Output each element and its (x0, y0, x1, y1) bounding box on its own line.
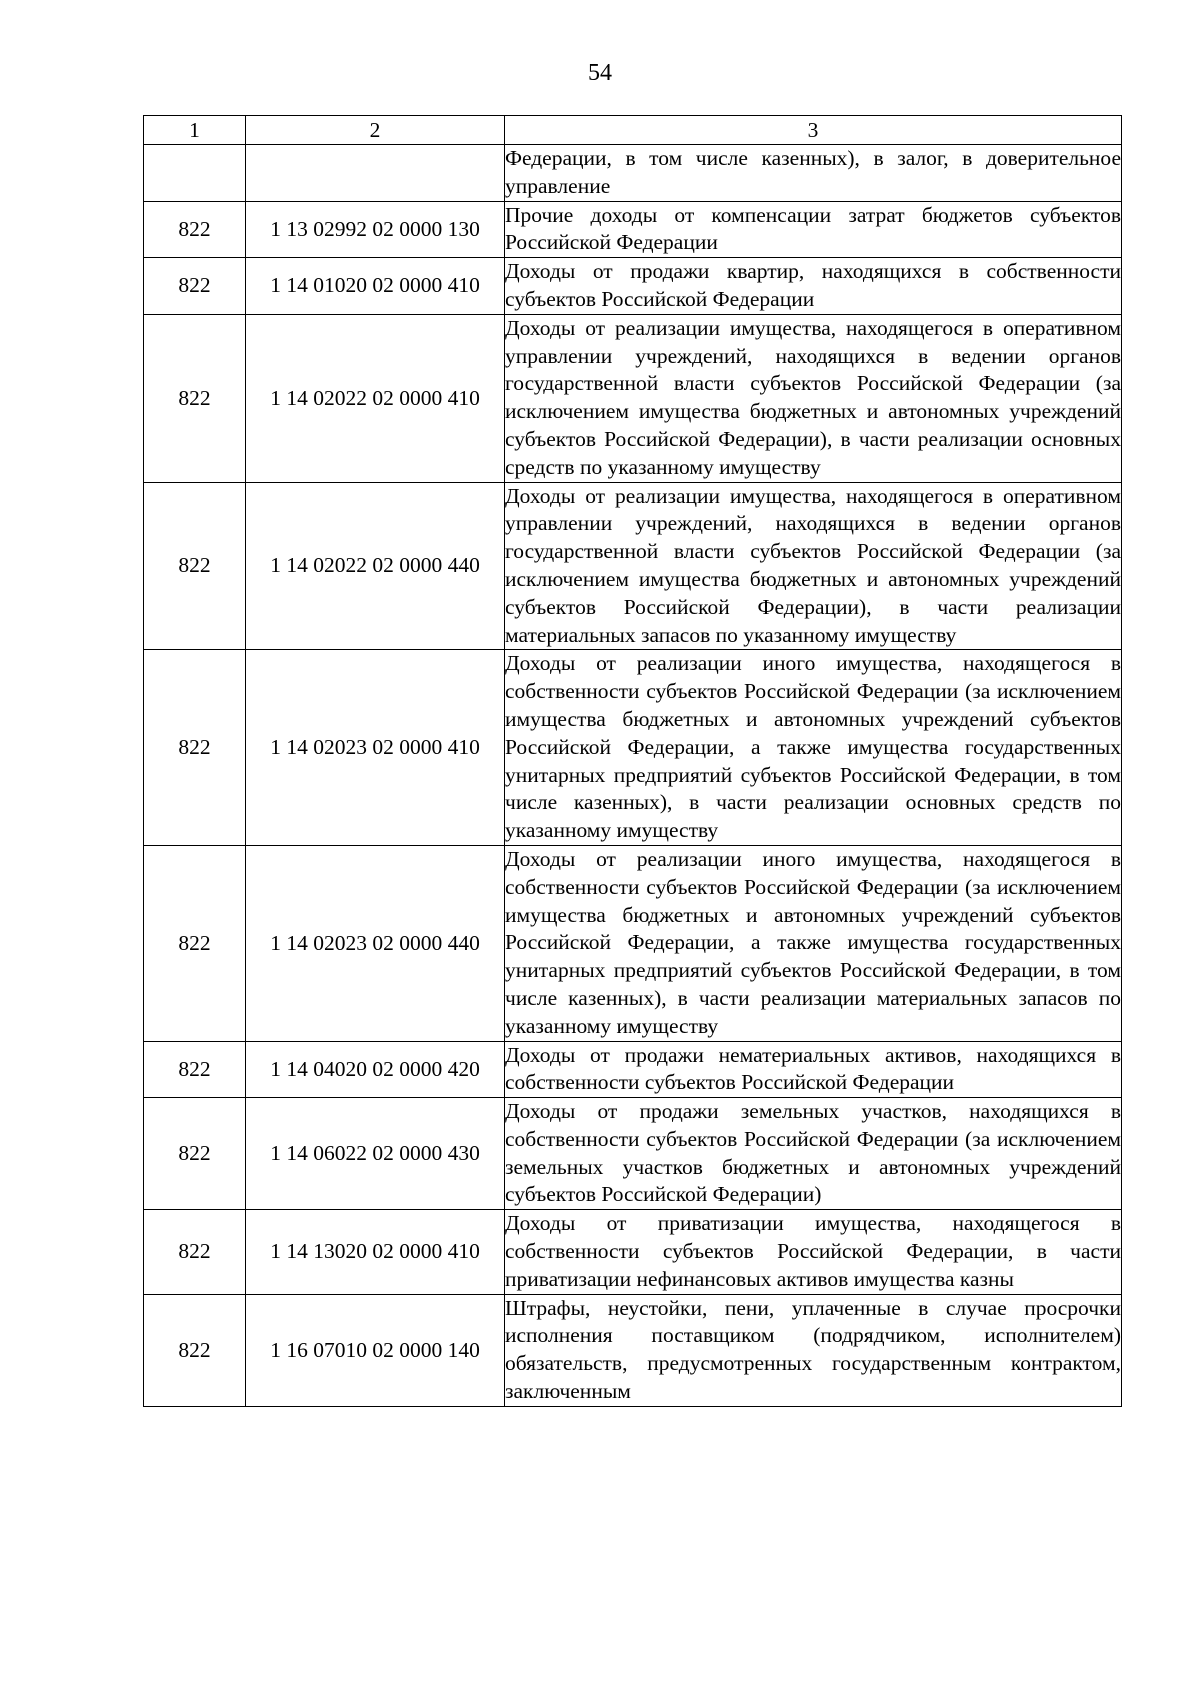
description-cell: Доходы от продажи нематериальных активов, находящихся в собственности субъектов Российской Федерации (505, 1041, 1122, 1098)
admin-code-cell: 822 (144, 650, 246, 846)
table-row (144, 1210, 1122, 1294)
column-header-1: 1 (144, 116, 246, 145)
kbk-code-cell: 1 16 07010 02 0000 140 (246, 1294, 505, 1406)
table-header-row (144, 116, 1122, 145)
admin-code-cell: 822 (144, 1210, 246, 1294)
table-row (144, 650, 1122, 846)
table-row (144, 845, 1122, 1041)
admin-code-cell: 822 (144, 1098, 246, 1210)
kbk-code-cell: 1 14 04020 02 0000 420 (246, 1041, 505, 1098)
admin-code-cell: 822 (144, 314, 246, 482)
description-cell: Прочие доходы от компенсации затрат бюджетов субъектов Российской Федерации (505, 201, 1122, 258)
kbk-code-cell: 1 13 02992 02 0000 130 (246, 201, 505, 258)
table-row (144, 482, 1122, 650)
column-header-2: 2 (246, 116, 505, 145)
kbk-code-cell (246, 145, 505, 202)
table-row (144, 314, 1122, 482)
description-cell: Доходы от приватизации имущества, находящегося в собственности субъектов Российской Федерации, в части приватизации нефинансовых активов имущества казны (505, 1210, 1122, 1294)
description-cell: Доходы от продажи квартир, находящихся в собственности субъектов Российской Федерации (505, 258, 1122, 315)
admin-code-cell: 822 (144, 845, 246, 1041)
table-row (144, 201, 1122, 258)
admin-code-cell: 822 (144, 1041, 246, 1098)
description-cell: Доходы от реализации имущества, находящегося в оперативном управлении учреждений, находящихся в ведении органов государственной власти субъектов Российской Федерации (за исключением имущества бюджетных и автономных учреждений субъектов Российской Федерации), в части реализации материальных запасов по указанному имуществу (505, 482, 1122, 650)
kbk-code-cell: 1 14 06022 02 0000 430 (246, 1098, 505, 1210)
kbk-code-cell: 1 14 02022 02 0000 440 (246, 482, 505, 650)
page-number: 54 (588, 60, 612, 86)
admin-code-cell (144, 145, 246, 202)
table-row (144, 145, 1122, 202)
description-cell: Доходы от реализации иного имущества, находящегося в собственности субъектов Российской Федерации (за исключением имущества бюджетных и автономных учреждений субъектов Российской Федерации, а также имущества государственных унитарных предприятий субъектов Российской Федерации, в том числе казенных), в части реализации основных средств по указанному имуществу (505, 650, 1122, 846)
admin-code-cell: 822 (144, 201, 246, 258)
description-cell: Доходы от продажи земельных участков, находящихся в собственности субъектов Российской Федерации (за исключением земельных участков бюджетных и автономных учреждений субъектов Российской Федерации) (505, 1098, 1122, 1210)
description-cell: Федерации, в том числе казенных), в залог, в доверительное управление (505, 145, 1122, 202)
kbk-code-cell: 1 14 02023 02 0000 410 (246, 650, 505, 846)
description-cell: Доходы от реализации имущества, находящегося в оперативном управлении учреждений, находящихся в ведении органов государственной власти субъектов Российской Федерации (за исключением имущества бюджетных и автономных учреждений субъектов Российской Федерации), в части реализации основных средств по указанному имуществу (505, 314, 1122, 482)
admin-code-cell: 822 (144, 482, 246, 650)
table-row (144, 1098, 1122, 1210)
kbk-code-cell: 1 14 01020 02 0000 410 (246, 258, 505, 315)
table-row (144, 1041, 1122, 1098)
description-cell: Штрафы, неустойки, пени, уплаченные в случае просрочки исполнения поставщиком (подрядчиком, исполнителем) обязательств, предусмотренных государственным контрактом, заключенным (505, 1294, 1122, 1406)
revenue-codes-table (143, 115, 1122, 1407)
kbk-code-cell: 1 14 02022 02 0000 410 (246, 314, 505, 482)
table-row (144, 258, 1122, 315)
kbk-code-cell: 1 14 13020 02 0000 410 (246, 1210, 505, 1294)
admin-code-cell: 822 (144, 258, 246, 315)
column-header-3: 3 (505, 116, 1122, 145)
table-row (144, 1294, 1122, 1406)
description-cell: Доходы от реализации иного имущества, находящегося в собственности субъектов Российской Федерации (за исключением имущества бюджетных и автономных учреждений субъектов Российской Федерации, а также имущества государственных унитарных предприятий субъектов Российской Федерации, в том числе казенных), в части реализации материальных запасов по указанному имуществу (505, 845, 1122, 1041)
admin-code-cell: 822 (144, 1294, 246, 1406)
kbk-code-cell: 1 14 02023 02 0000 440 (246, 845, 505, 1041)
